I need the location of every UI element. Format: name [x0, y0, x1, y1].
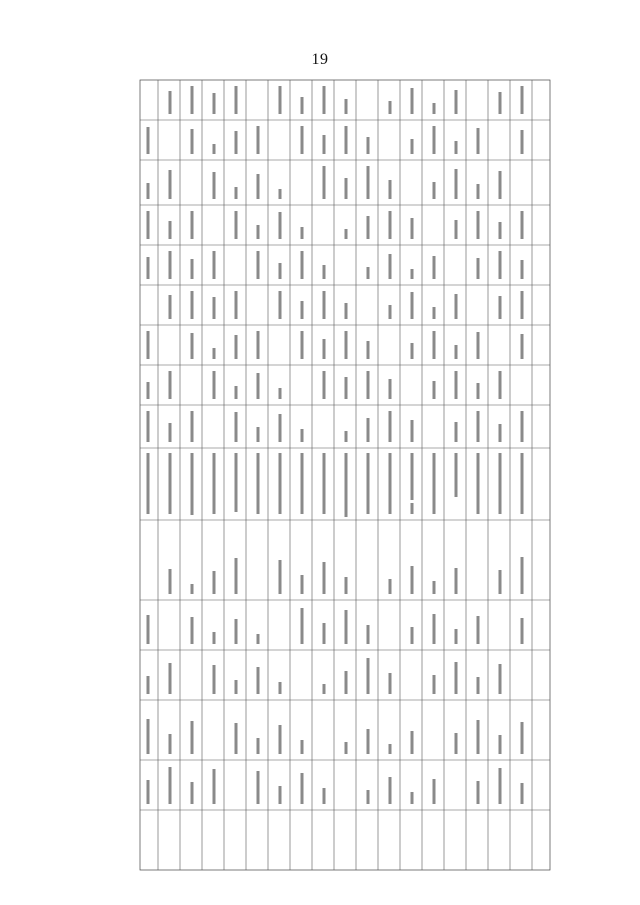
illegible-cell-text [499, 296, 502, 319]
illegible-cell-text [477, 383, 480, 399]
illegible-cell-text [147, 780, 150, 804]
illegible-cell-text [169, 663, 172, 694]
illegible-cell-text [455, 345, 458, 359]
illegible-cell-text [433, 126, 436, 154]
illegible-cell-text [499, 735, 502, 754]
illegible-cell-text [411, 503, 414, 514]
illegible-cell-text [477, 258, 480, 279]
illegible-cell-text [499, 92, 502, 114]
illegible-cell-text [367, 729, 370, 754]
illegible-cell-text [477, 677, 480, 694]
illegible-cell-text [279, 560, 282, 594]
illegible-cell-text [433, 256, 436, 279]
illegible-cell-text [455, 568, 458, 594]
illegible-cell-text [433, 381, 436, 399]
illegible-cell-text [279, 189, 282, 199]
illegible-cell-text [411, 731, 414, 754]
illegible-cell-text [147, 211, 150, 239]
illegible-cell-text [367, 658, 370, 694]
illegible-description-text [499, 453, 502, 494]
illegible-cell-text [257, 427, 260, 442]
illegible-cell-text [477, 211, 480, 239]
illegible-cell-text [323, 291, 326, 319]
illegible-cell-text [257, 225, 260, 239]
illegible-cell-text [345, 229, 348, 239]
illegible-cell-text [169, 767, 172, 804]
illegible-cell-text [169, 371, 172, 399]
illegible-cell-text [323, 684, 326, 694]
illegible-cell-text [301, 773, 304, 804]
illegible-cell-text [213, 297, 216, 319]
illegible-cell-text [411, 269, 414, 279]
illegible-cell-text [147, 676, 150, 694]
illegible-cell-text [235, 187, 238, 199]
illegible-cell-text [477, 616, 480, 644]
illegible-cell-text [477, 781, 480, 804]
illegible-cell-text [455, 371, 458, 399]
illegible-cell-text [345, 126, 348, 154]
illegible-description-text [257, 453, 260, 498]
illegible-cell-text [499, 424, 502, 442]
illegible-cell-text [169, 734, 172, 754]
illegible-cell-text [213, 348, 216, 359]
illegible-cell-text [279, 388, 282, 399]
illegible-cell-text [389, 254, 392, 279]
illegible-cell-text [455, 294, 458, 319]
illegible-cell-text [411, 218, 414, 239]
illegible-cell-text [191, 259, 194, 279]
illegible-cell-text [367, 625, 370, 644]
illegible-cell-text [433, 307, 436, 319]
illegible-cell-text [477, 411, 480, 442]
illegible-description-text [433, 453, 436, 511]
illegible-cell-text [367, 166, 370, 199]
illegible-cell-text [455, 141, 458, 154]
illegible-cell-text [279, 725, 282, 754]
illegible-cell-text [323, 265, 326, 279]
illegible-cell-text [147, 382, 150, 399]
illegible-description-text [169, 453, 172, 504]
illegible-description-text [411, 453, 414, 500]
illegible-cell-text [455, 90, 458, 114]
illegible-cell-text [147, 257, 150, 279]
illegible-cell-text [345, 377, 348, 399]
illegible-cell-text [235, 211, 238, 239]
illegible-cell-text [301, 429, 304, 442]
illegible-cell-text [301, 227, 304, 239]
illegible-description-text [191, 453, 194, 515]
illegible-cell-text [477, 720, 480, 754]
illegible-cell-text [235, 619, 238, 644]
illegible-cell-text [323, 562, 326, 594]
illegible-description-text [455, 453, 458, 497]
illegible-cell-text [301, 575, 304, 594]
illegible-cell-text [257, 771, 260, 804]
illegible-cell-text [169, 423, 172, 442]
illegible-cell-text [345, 178, 348, 199]
illegible-cell-text [323, 135, 326, 154]
illegible-description-text [323, 453, 326, 506]
illegible-cell-text [235, 723, 238, 754]
illegible-cell-text [521, 211, 524, 239]
illegible-cell-text [191, 411, 194, 442]
illegible-cell-text [411, 420, 414, 442]
illegible-cell-text [521, 783, 524, 804]
illegible-cell-text [279, 291, 282, 319]
illegible-cell-text [345, 303, 348, 319]
illegible-cell-text [455, 422, 458, 442]
illegible-cell-text [191, 211, 194, 239]
illegible-cell-text [169, 221, 172, 239]
illegible-cell-text [323, 371, 326, 399]
illegible-cell-text [191, 782, 194, 804]
illegible-cell-text [411, 627, 414, 644]
illegible-cell-text [411, 292, 414, 319]
illegible-cell-text [455, 169, 458, 199]
illegible-cell-text [191, 129, 194, 154]
illegible-cell-text [279, 212, 282, 239]
illegible-cell-text [433, 581, 436, 594]
illegible-cell-text [389, 673, 392, 694]
illegible-cell-text [191, 86, 194, 114]
illegible-cell-text [191, 617, 194, 644]
illegible-cell-text [367, 267, 370, 279]
illegible-cell-text [147, 411, 150, 442]
illegible-description-text [367, 453, 370, 503]
illegible-description-text [345, 453, 348, 517]
illegible-cell-text [389, 101, 392, 114]
illegible-cell-text [213, 769, 216, 804]
illegible-cell-text [235, 86, 238, 114]
illegible-cell-text [301, 97, 304, 114]
illegible-cell-text [213, 371, 216, 399]
illegible-cell-text [455, 629, 458, 644]
illegible-cell-text [323, 86, 326, 114]
illegible-cell-text [257, 738, 260, 754]
illegible-cell-text [433, 331, 436, 359]
illegible-cell-text [169, 91, 172, 114]
illegible-cell-text [367, 418, 370, 442]
illegible-cell-text [345, 742, 348, 754]
illegible-cell-text [235, 412, 238, 442]
illegible-cell-text [411, 343, 414, 359]
illegible-cell-text [433, 614, 436, 644]
illegible-cell-text [455, 220, 458, 239]
illegible-cell-text [279, 682, 282, 694]
illegible-cell-text [147, 127, 150, 154]
illegible-cell-text [235, 291, 238, 319]
illegible-cell-text [521, 618, 524, 644]
illegible-cell-text [433, 779, 436, 804]
illegible-cell-text [499, 222, 502, 239]
illegible-cell-text [147, 615, 150, 644]
illegible-description-text [147, 453, 150, 493]
illegible-cell-text [521, 130, 524, 154]
illegible-cell-text [499, 768, 502, 804]
illegible-cell-text [521, 86, 524, 114]
illegible-cell-text [477, 332, 480, 359]
illegible-cell-text [235, 558, 238, 594]
illegible-cell-text [345, 431, 348, 442]
illegible-cell-text [345, 331, 348, 359]
illegible-cell-text [389, 305, 392, 319]
illegible-cell-text [301, 331, 304, 359]
illegible-cell-text [147, 331, 150, 359]
illegible-cell-text [389, 744, 392, 754]
illegible-cell-text [213, 632, 216, 644]
illegible-description-text [213, 453, 216, 501]
illegible-cell-text [169, 251, 172, 279]
illegible-cell-text [235, 335, 238, 359]
illegible-cell-text [147, 183, 150, 199]
illegible-description-text [477, 453, 480, 508]
illegible-description-text [521, 453, 524, 505]
illegible-cell-text [235, 131, 238, 154]
illegible-cell-text [345, 610, 348, 644]
illegible-cell-text [521, 260, 524, 279]
illegible-cell-text [279, 86, 282, 114]
illegible-cell-text [433, 182, 436, 199]
illegible-cell-text [521, 291, 524, 319]
illegible-cell-text [367, 216, 370, 239]
illegible-cell-text [323, 166, 326, 199]
illegible-cell-text [147, 491, 150, 514]
illegible-cell-text [477, 128, 480, 154]
illegible-cell-text [367, 790, 370, 804]
illegible-cell-text [191, 584, 194, 594]
illegible-cell-text [301, 740, 304, 754]
illegible-description-text [235, 453, 238, 512]
illegible-cell-text [191, 721, 194, 754]
illegible-cell-text [367, 137, 370, 154]
page-number: 19 [311, 51, 329, 68]
illegible-cell-text [411, 88, 414, 114]
illegible-cell-text [301, 251, 304, 279]
illegible-description-text [389, 453, 392, 514]
illegible-cell-text [169, 170, 172, 199]
illegible-cell-text [389, 211, 392, 239]
illegible-description-text [279, 453, 282, 509]
illegible-cell-text [213, 93, 216, 114]
illegible-cell-text [389, 411, 392, 442]
illegible-cell-text [411, 139, 414, 154]
illegible-cell-text [301, 301, 304, 319]
illegible-cell-text [257, 667, 260, 694]
illegible-cell-text [235, 680, 238, 694]
illegible-cell-text [389, 579, 392, 594]
illegible-cell-text [455, 662, 458, 694]
illegible-cell-text [279, 786, 282, 804]
illegible-cell-text [521, 334, 524, 359]
illegible-cell-text [433, 103, 436, 114]
illegible-cell-text [433, 675, 436, 694]
illegible-cell-text [345, 671, 348, 694]
illegible-cell-text [411, 792, 414, 804]
illegible-cell-text [521, 557, 524, 594]
illegible-cell-text [257, 126, 260, 154]
illegible-cell-text [345, 99, 348, 114]
illegible-cell-text [301, 126, 304, 154]
illegible-cell-text [323, 623, 326, 644]
illegible-cell-text [521, 411, 524, 442]
illegible-cell-text [257, 331, 260, 359]
illegible-cell-text [499, 664, 502, 694]
illegible-cell-text [213, 571, 216, 594]
illegible-cell-text [191, 333, 194, 359]
illegible-description-text [301, 453, 304, 495]
illegible-cell-text [169, 569, 172, 594]
illegible-cell-text [257, 251, 260, 279]
illegible-cell-text [389, 777, 392, 804]
illegible-cell-text [499, 251, 502, 279]
illegible-cell-text [279, 414, 282, 442]
illegible-cell-text [521, 722, 524, 754]
illegible-cell-text [499, 171, 502, 199]
illegible-cell-text [257, 373, 260, 399]
illegible-cell-text [455, 733, 458, 754]
illegible-cell-text [213, 665, 216, 694]
illegible-cell-text [191, 291, 194, 319]
illegible-cell-text [389, 379, 392, 399]
illegible-cell-text [213, 144, 216, 154]
illegible-cell-text [389, 180, 392, 199]
illegible-cell-text [213, 251, 216, 279]
illegible-cell-text [323, 339, 326, 359]
illegible-cell-text [499, 570, 502, 594]
illegible-cell-text [499, 371, 502, 399]
illegible-cell-text [147, 719, 150, 754]
illegible-cell-text [477, 184, 480, 199]
illegible-cell-text [213, 172, 216, 199]
illegible-cell-text [345, 577, 348, 594]
illegible-cell-text [323, 788, 326, 804]
illegible-cell-text [367, 371, 370, 399]
table-cell-marks [147, 86, 524, 804]
illegible-cell-text [257, 174, 260, 199]
illegible-cell-text [367, 341, 370, 359]
illegible-cell-text [169, 295, 172, 319]
illegible-cell-text [301, 608, 304, 644]
illegible-cell-text [279, 263, 282, 279]
illegible-cell-text [257, 634, 260, 644]
illegible-cell-text [411, 566, 414, 594]
illegible-cell-text [235, 386, 238, 399]
